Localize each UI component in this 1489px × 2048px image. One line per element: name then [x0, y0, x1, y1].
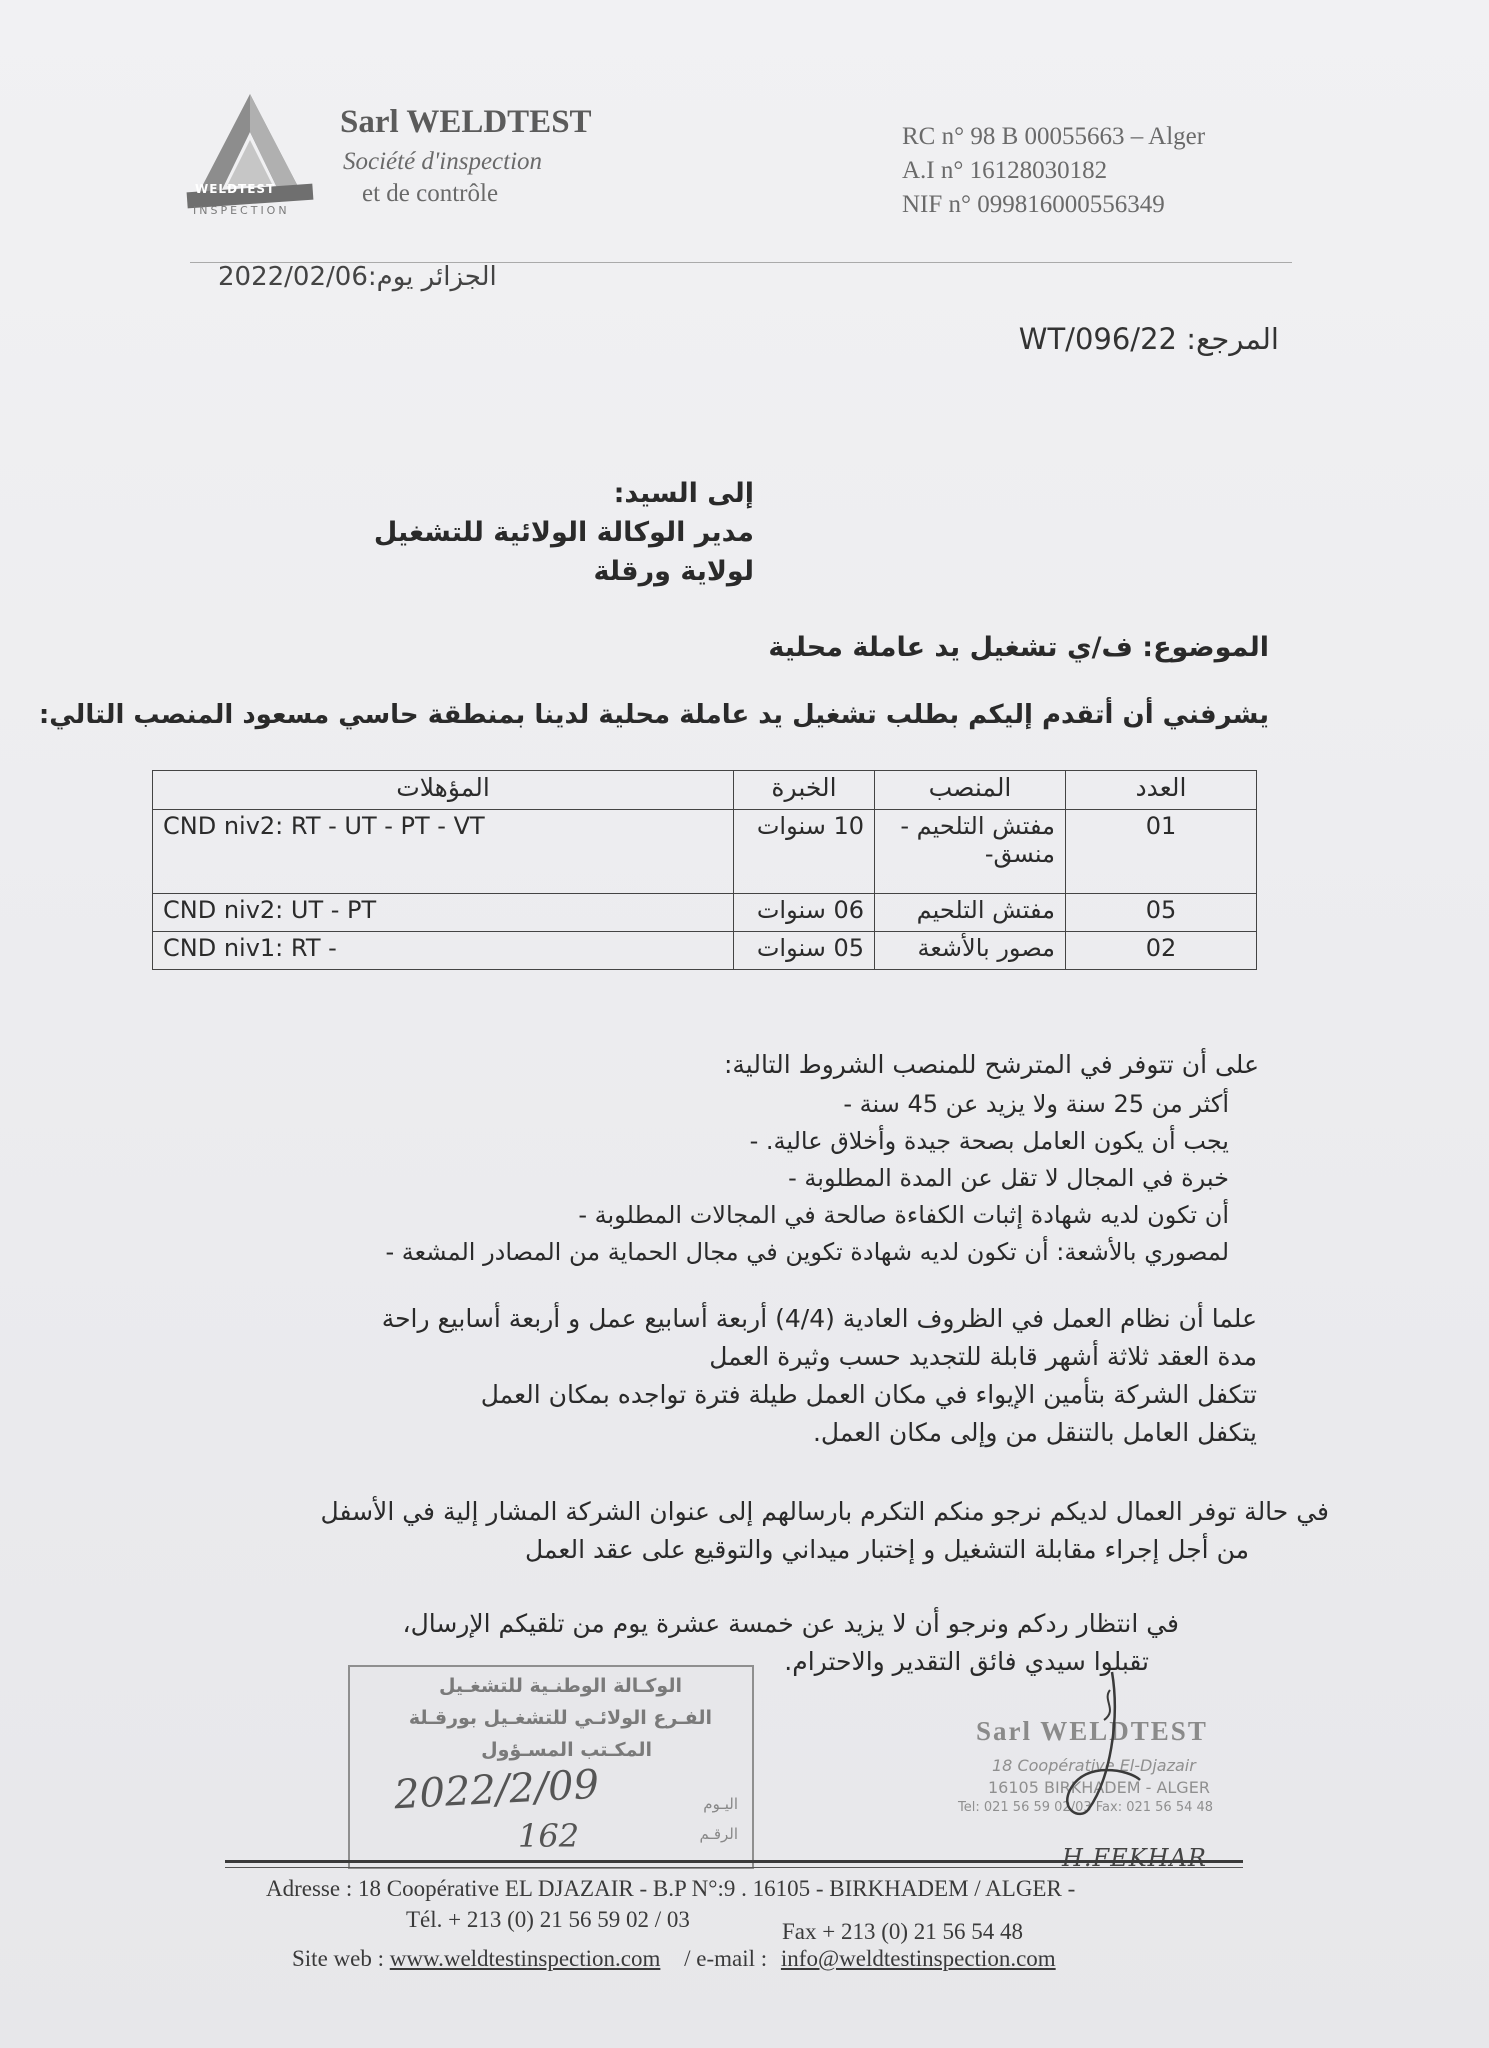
- footer-address: Adresse : 18 Coopérative EL DJAZAIR - B.P N°:9 . 16105 - BIRKHADEM / ALGER -: [266, 1876, 1076, 1901]
- stamp-line-1: الوكـالة الوطنـية للتشغـيل: [438, 1675, 682, 1697]
- positions-table: [152, 770, 1257, 970]
- logo-text-bottom: INSPECTION: [193, 204, 290, 217]
- rc-number: RC n° 98 B 00055663 – Alger: [902, 123, 1206, 150]
- stamp-line-3: المكـتب المسـؤول: [481, 1739, 652, 1761]
- list-item: أن تكون لديه شهادة إثبات الكفاءة صالحة في المجالات المطلوبة -: [229, 1197, 1229, 1234]
- cell-position: مصور بالأشعة: [875, 932, 1066, 970]
- list-item: أكثر من 25 سنة ولا يزيد عن 45 سنة -: [229, 1086, 1229, 1123]
- letter-date: الجزائر يوم:2022/02/06: [218, 262, 497, 292]
- paragraph-line: مدة العقد ثلاثة أشهر قابلة للتجديد حسب وثيرة العمل: [709, 1342, 1257, 1371]
- recipient-block: [374, 474, 754, 591]
- cell-qualifications: CND niv2: UT - PT: [153, 894, 734, 932]
- agency-receipt-stamp: [348, 1665, 754, 1869]
- company-subtitle-2: et de contrôle: [362, 180, 499, 207]
- letter-reference: المرجع: WT/096/22: [1018, 322, 1279, 356]
- table-row: [153, 810, 1257, 894]
- recipient-line-3: لولاية ورقلة: [593, 556, 754, 587]
- list-item: يجب أن يكون العامل بصحة جيدة وأخلاق عالية. -: [229, 1123, 1229, 1160]
- cell-count: 05: [1066, 894, 1257, 932]
- signature-name: H.FEKHAR: [1062, 1844, 1207, 1872]
- paragraph-line: تتكفل الشركة بتأمين الإيواء في مكان العمل طيلة فترة تواجده بمكان العمل: [480, 1380, 1257, 1409]
- ai-number: A.I n° 16128030182: [902, 157, 1108, 184]
- stamp-handwritten-date: 2022/2/09: [392, 1761, 601, 1819]
- cell-position: مفتش التلحيم - منسق-: [875, 810, 1066, 894]
- company-stamp-line-3: Tel: 021 56 59 02/03 Fax: 021 56 54 48: [958, 1800, 1214, 1815]
- cell-experience: 05 سنوات: [734, 932, 875, 970]
- list-item: خبرة في المجال لا تقل عن المدة المطلوبة -: [229, 1160, 1229, 1197]
- paragraph-line: في حالة توفر العمال لديكم نرجو منكم التكرم بارسالهم إلى عنوان الشركة المشار إلية في الأسفل: [320, 1497, 1329, 1526]
- recipient-line-1: إلى السيد:: [613, 478, 754, 509]
- paragraph-line: يتكفل العامل بالتنقل من وإلى مكان العمل.: [812, 1418, 1257, 1447]
- footer-tel: Tél. + 213 (0) 21 56 59 02 / 03: [406, 1907, 690, 1932]
- letter-subject: الموضوع: ف/ي تشغيل يد عاملة محلية: [768, 632, 1269, 663]
- cell-qualifications: CND niv2: RT - UT - PT - VT: [153, 810, 734, 894]
- email-label: / e-mail :: [684, 1946, 768, 1971]
- registration-block: [902, 120, 1205, 222]
- header-qualifications: المؤهلات: [153, 771, 734, 810]
- company-stamp-line-2: 16105 BIRKHADEM - ALGER: [988, 1778, 1210, 1797]
- recipient-line-2: مدير الوكالة الولائية للتشغيل: [373, 517, 754, 548]
- cell-count: 01: [1066, 810, 1257, 894]
- footer-fax: Fax + 213 (0) 21 56 54 48: [782, 1919, 1024, 1944]
- paragraph-line: تقبلوا سيدي فائق التقدير والاحترام.: [784, 1647, 1149, 1676]
- header-position: المنصب: [875, 771, 1066, 810]
- site-label: Site web :: [292, 1946, 384, 1971]
- cell-position: مفتش التلحيم: [875, 894, 1066, 932]
- weldtest-logo: [185, 90, 315, 220]
- nif-number: NIF n° 099816000556349: [902, 191, 1165, 218]
- company-stamp-name: Sarl WELDTEST: [976, 1716, 1208, 1746]
- header-experience: الخبرة: [734, 771, 875, 810]
- logo-text-top: WELDTEST: [195, 182, 276, 196]
- company-stamp-line-1: 18 Coopérative El-Djazair: [992, 1756, 1196, 1775]
- cell-experience: 06 سنوات: [734, 894, 875, 932]
- letter-intro: يشرفني أن أتقدم إليكم بطلب تشغيل يد عاملة محلية لدينا بمنطقة حاسي مسعود المنصب التالي:: [38, 700, 1269, 730]
- footer-web: [292, 1946, 1056, 1972]
- stamp-date-label: اليـوم: [703, 1795, 738, 1813]
- triangle-logo-icon: [185, 90, 315, 220]
- email-link[interactable]: info@weldtestinspection.com: [780, 1946, 1056, 1971]
- paragraph-line: من أجل إجراء مقابلة التشغيل و إختبار ميداني والتوقيع على عقد العمل: [525, 1535, 1249, 1564]
- conditions-heading: على أن تتوفر في المترشح للمنصب الشروط التالية:: [723, 1050, 1259, 1079]
- website-link[interactable]: www.weldtestinspection.com: [389, 1946, 661, 1971]
- cell-experience: 10 سنوات: [734, 810, 875, 894]
- company-name: Sarl WELDTEST: [340, 104, 592, 140]
- header-count: العدد: [1066, 771, 1257, 810]
- request-paragraph: [320, 1493, 1329, 1569]
- table-row: [153, 894, 1257, 932]
- table-row: [153, 932, 1257, 970]
- paragraph-line: علما أن نظام العمل في الظروف العادية (4/4) أربعة أسابيع عمل و أربعة أسابيع راحة: [381, 1304, 1257, 1333]
- table-header-row: [153, 771, 1257, 810]
- stamp-number-label: الرقـم: [699, 1825, 738, 1843]
- cell-count: 02: [1066, 932, 1257, 970]
- stamp-line-2: الفـرع الولائـي للتشغـيل بورقـلة: [408, 1707, 712, 1729]
- paragraph-line: في انتظار ردكم ونرجو أن لا يزيد عن خمسة عشرة يوم من تلقيكم الإرسال،: [402, 1609, 1179, 1638]
- company-subtitle-1: Société d'inspection: [343, 148, 543, 175]
- conditions-list: [229, 1086, 1229, 1271]
- footer-rule-thin: [225, 1867, 1243, 1868]
- work-terms-paragraph: [382, 1300, 1257, 1452]
- footer-rule: [225, 1860, 1243, 1863]
- cell-qualifications: CND niv1: RT -: [153, 932, 734, 970]
- list-item: لمصوري بالأشعة: أن تكون لديه شهادة تكوين في مجال الحماية من المصادر المشعة -: [229, 1234, 1229, 1271]
- stamp-handwritten-number: 162: [518, 1817, 580, 1855]
